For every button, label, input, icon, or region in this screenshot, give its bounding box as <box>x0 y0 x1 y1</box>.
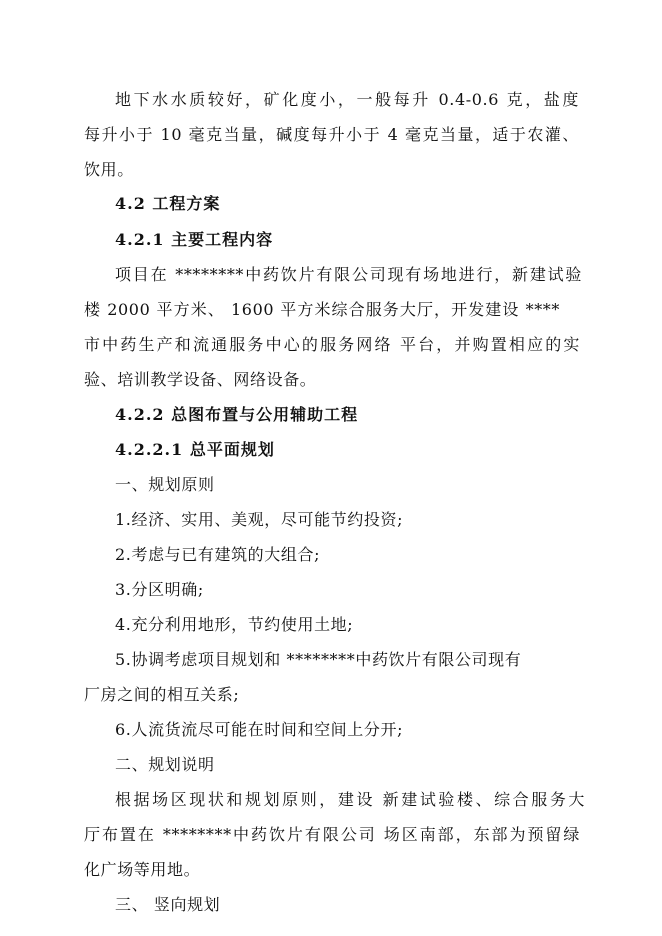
paragraph-line: 验、培训教学设备、网络设备。 <box>84 370 317 389</box>
list-item: 2.考虑与已有建筑的大组合; <box>115 545 321 564</box>
subsubsection-heading: 4.2.2.1 总平面规划 <box>115 440 275 459</box>
paragraph-line: 楼 2000 平方米、 1600 平方米综合服务大厅，开发建设 **** <box>84 300 560 319</box>
section-heading: 4.2 工程方案 <box>115 194 221 213</box>
list-item: 5.协调考虑项目规划和 ********中药饮片有限公司现有 <box>115 650 522 669</box>
list-heading: 三、 竖向规划 <box>115 895 221 914</box>
paragraph-line: 项目在 ********中药饮片有限公司现有场地进行，新建试验 <box>115 265 582 284</box>
list-item: 1.经济、实用、美观，尽可能节约投资; <box>115 510 404 529</box>
paragraph-line: 市中药生产和流通服务中心的服务网络 平台，并购置相应的实 <box>84 335 580 354</box>
subsection-heading: 4.2.2 总图布置与公用辅助工程 <box>115 405 359 424</box>
paragraph-line: 厅布置在 ********中药饮片有限公司 场区南部，东部为预留绿 <box>84 825 580 844</box>
list-item: 4.充分利用地形，节约使用土地; <box>115 615 354 634</box>
paragraph-line: 饮用。 <box>84 160 134 179</box>
subsection-heading: 4.2.1 主要工程内容 <box>115 230 274 249</box>
list-heading: 一、规划原则 <box>115 475 215 494</box>
paragraph-line: 化广场等用地。 <box>84 860 201 879</box>
paragraph-line: 地下水水质较好，矿化度小，一般每升 0.4-0.6 克，盐度 <box>115 90 579 109</box>
list-heading: 二、规划说明 <box>115 755 215 774</box>
paragraph-line: 每升小于 10 毫克当量，碱度每升小于 4 毫克当量，适于农灌、 <box>84 125 579 144</box>
list-item-continuation: 厂房之间的相互关系; <box>84 685 240 704</box>
list-item: 3.分区明确; <box>115 580 204 599</box>
list-item: 6.人流货流尽可能在时间和空间上分开; <box>115 720 404 739</box>
paragraph-line: 根据场区现状和规划原则，建设 新建试验楼、综合服务大 <box>115 790 585 809</box>
